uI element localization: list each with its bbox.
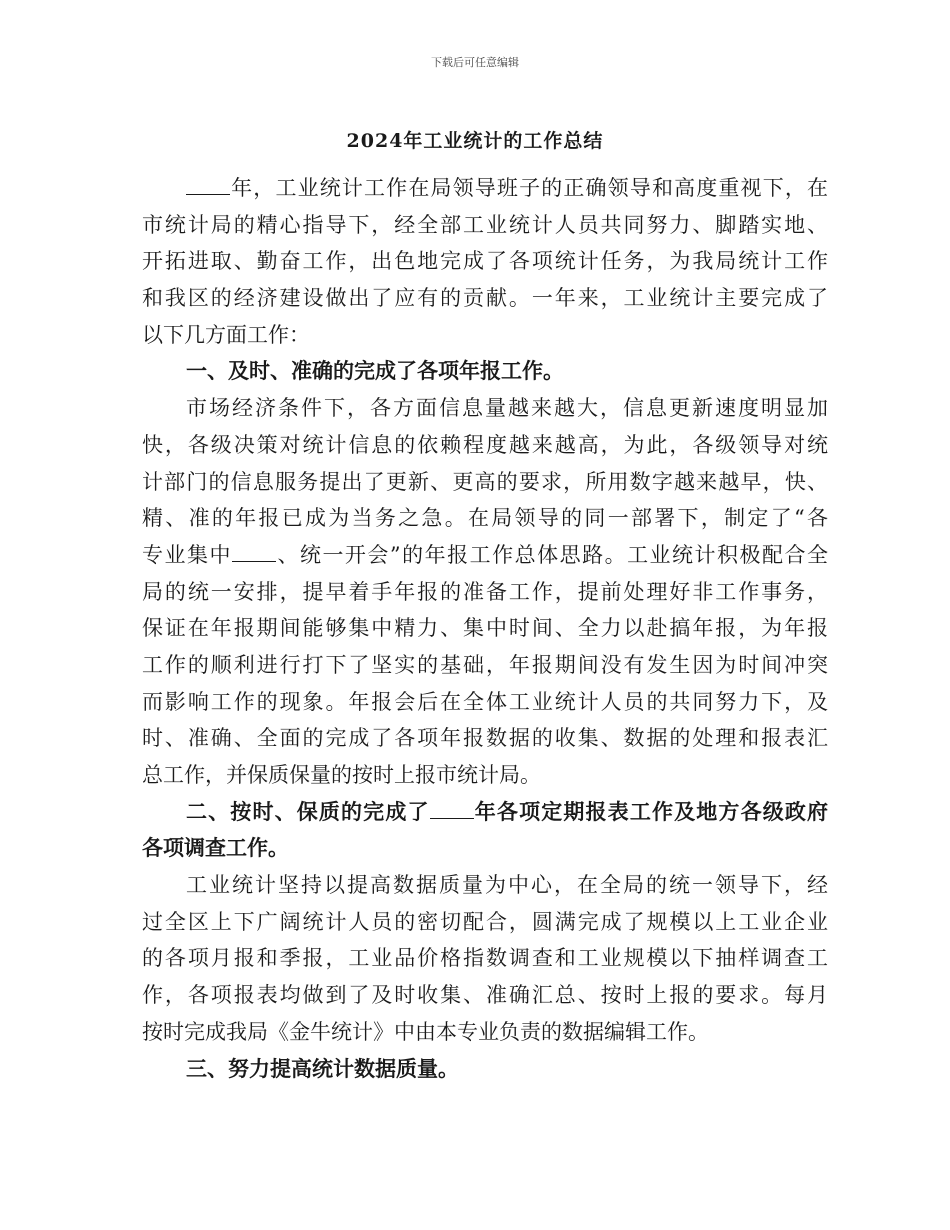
section-heading: 三、努力提高统计数据质量。 bbox=[186, 1055, 459, 1081]
paragraph-line: 工作的顺利进行打下了坚实的基础，年报期间没有发生因为时间冲突 bbox=[142, 652, 828, 677]
paragraph-line: 市场经济条件下，各方面信息量越来越大，信息更新速度明显加 bbox=[186, 396, 828, 421]
fill-in-blank bbox=[430, 796, 474, 819]
paragraph-line: 以下几方面工作： bbox=[142, 322, 310, 347]
paragraph-line: 和我区的经济建设做出了应有的贡献。一年来，工业统计主要完成了 bbox=[142, 286, 828, 311]
paragraph-line: 年，工业统计工作在局领导班子的正确领导和高度重视下，在 bbox=[142, 170, 828, 207]
fill-in-blank bbox=[232, 539, 276, 562]
section-heading: 二、按时、保质的完成了 年各项定期报表工作及地方各级政府 bbox=[142, 794, 828, 831]
paragraph-line: 快，各级决策对统计信息的依赖程度越来越高，为此，各级领导对统 bbox=[142, 432, 828, 457]
paragraph-line: 按时完成我局《金牛统计》中由本专业负责的数据编辑工作。 bbox=[142, 1019, 709, 1044]
paragraph-line: 工业统计坚持以提高数据质量为中心，在全局的统一领导下，经 bbox=[186, 873, 828, 898]
section-heading: 一、及时、准确的完成了各项年报工作。 bbox=[186, 358, 564, 384]
paragraph-line: 计部门的信息服务提出了更新、更高的要求，所用数字越来越早，快、 bbox=[142, 469, 828, 494]
paragraph-line: 专业集中 、统一开会”的年报工作总体思路。工业统计积极配合全 bbox=[142, 537, 828, 574]
paragraph-line: 局的统一安排，提早着手年报的准备工作，提前处理好非工作事务， bbox=[142, 579, 828, 604]
download-note: 下载后可任意编辑 bbox=[431, 56, 519, 69]
document-body bbox=[142, 170, 828, 1087]
paragraph-line: 开拓进取、勤奋工作，出色地完成了各项统计任务，为我局统计工作 bbox=[142, 249, 828, 274]
paragraph-line: 精、准的年报已成为当务之急。在局领导的同一部署下，制定了“各 bbox=[142, 506, 828, 531]
paragraph-line: 保证在年报期间能够集中精力、集中时间、全力以赴搞年报，为年报 bbox=[142, 616, 828, 641]
paragraph-line: 市统计局的精心指导下，经全部工业统计人员共同努力、脚踏实地、 bbox=[142, 212, 828, 237]
section-heading: 各项调查工作。 bbox=[142, 835, 289, 861]
document-title: 2024年工业统计的工作总结 bbox=[346, 130, 604, 152]
paragraph-line: 总工作，并保质保量的按时上报市统计局。 bbox=[142, 763, 541, 787]
paragraph-line: 而影响工作的现象。年报会后在全体工业统计人员的共同努力下，及 bbox=[142, 689, 828, 714]
paragraph-line: 过全区上下广阔统计人员的密切配合，圆满完成了规模以上工业企业 bbox=[142, 909, 828, 934]
fill-in-blank bbox=[186, 172, 230, 195]
paragraph-line: 时、准确、全面的完成了各项年报数据的收集、数据的处理和报表汇 bbox=[142, 726, 828, 751]
paragraph-line: 的各项月报和季报，工业品价格指数调查和工业规模以下抽样调查工 bbox=[142, 946, 828, 971]
paragraph-line: 作，各项报表均做到了及时收集、准确汇总、按时上报的要求。每月 bbox=[142, 983, 828, 1008]
